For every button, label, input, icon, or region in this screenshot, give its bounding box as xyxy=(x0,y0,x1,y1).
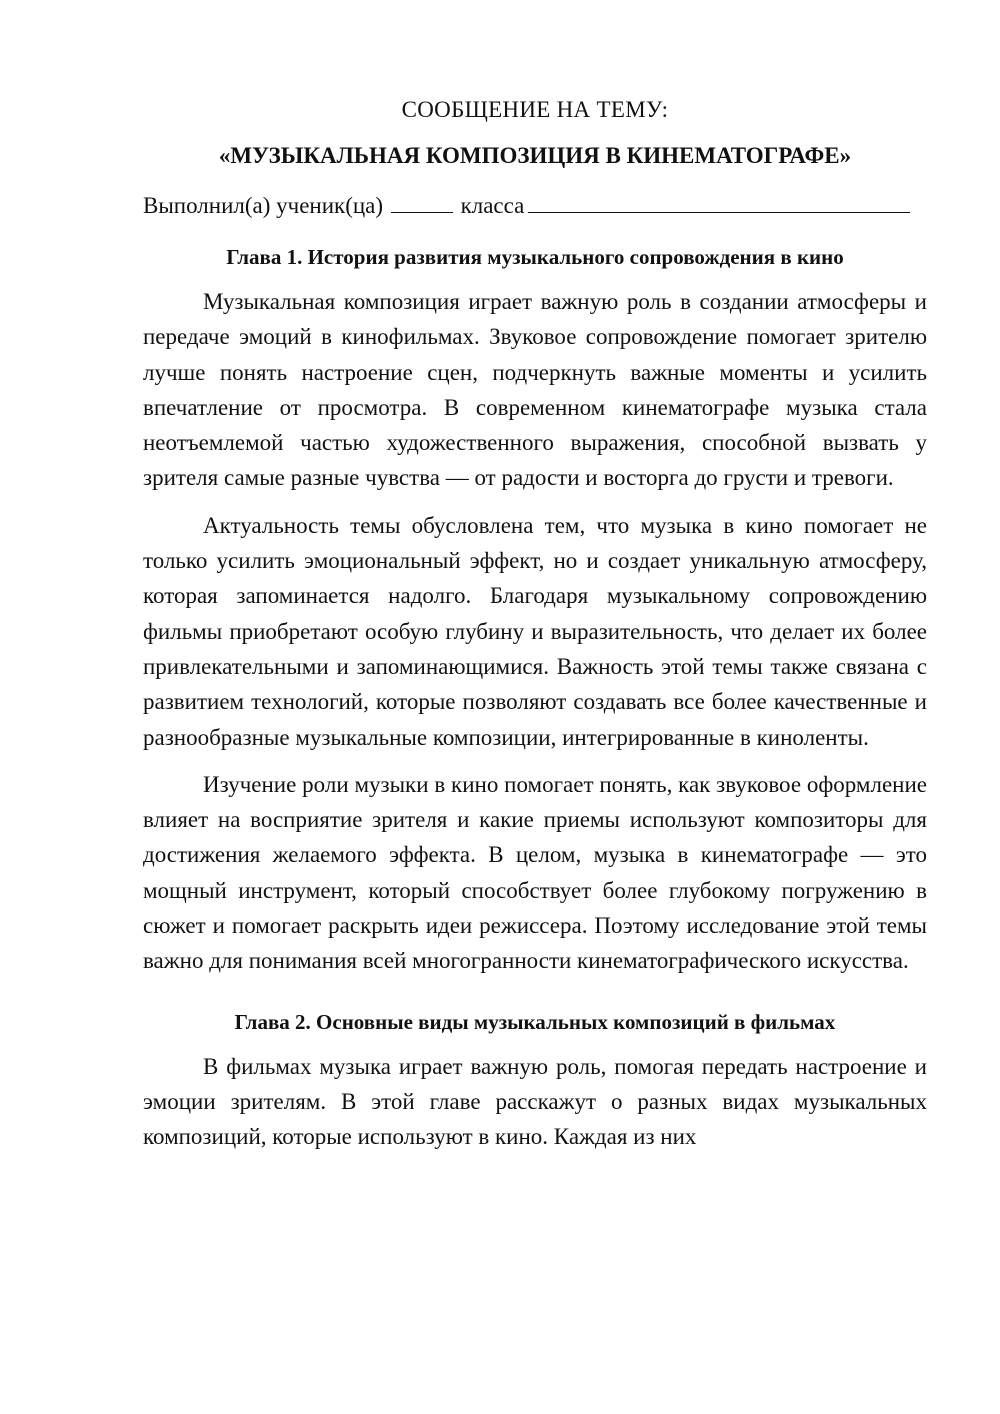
document-title-line-1: СООБЩЕНИЕ НА ТЕМУ: xyxy=(401,97,669,122)
name-blank xyxy=(528,190,910,213)
chapter-1-paragraph-2: Актуальность темы обусловлена тем, что музыка в кино помогает не только усилить эмоциональный эффект, но и создает уникальную атмосферу, которая запоминается надолго. Благодаря музыкальному сопровождению фильмы приобретают особую глубину и выразительность, что делает их более привлекательными и запоминающимися. Важность этой темы также связана с развитием технологий, которые позволяют создавать все более качественные и разнообразные музыкальные композиции, интегрированные в киноленты. xyxy=(143,512,927,750)
chapter-2-heading: Глава 2. Основные виды музыкальных композиций в фильмах xyxy=(234,1009,836,1034)
chapter-1-paragraph-1: Музыкальная композиция играет важную роль в создании атмосферы и передаче эмоций в кинофильмах. Звуковое сопровождение помогает зрителю лучше понять настроение сцен, подчеркнуть важные моменты и усилить впечатление от просмотра. В современном кинематографе музыка стала неотъемлемой частью художественного выражения, способной вызвать у зрителя самые разные чувства — от радости и восторга до грусти и тревоги. xyxy=(143,289,927,491)
chapter-1-paragraph-3: Изучение роли музыки в кино помогает понять, как звуковое оформление влияет на восприятие зрителя и какие приемы используют композиторы для достижения желаемого эффекта. В целом, музыка в кинематографе — это мощный инструмент, который способствует более глубокому погружению в сюжет и помогает раскрыть идеи режиссера. Поэтому исследование этой темы важно для понимания всей многогранности кинематографического искусства. xyxy=(143,771,927,974)
chapter-2-paragraph-1: В фильмах музыка играет важную роль, помогая передать настроение и эмоции зрителям. В этой главе расскажут о разных видах музыкальных композиций, которые используют в кино. Каждая из них xyxy=(143,1053,927,1150)
chapter-1-heading: Глава 1. История развития музыкального сопровождения в кино xyxy=(226,245,844,269)
document-title-line-2: «МУЗЫКАЛЬНАЯ КОМПОЗИЦИЯ В КИНЕМАТОГРАФЕ» xyxy=(218,143,852,168)
grade-blank xyxy=(391,190,453,213)
document-page xyxy=(143,94,927,1155)
author-prefix: Выполнил(а) ученик(ца) xyxy=(143,193,384,218)
author-line xyxy=(143,190,927,222)
class-label: класса xyxy=(460,193,525,218)
